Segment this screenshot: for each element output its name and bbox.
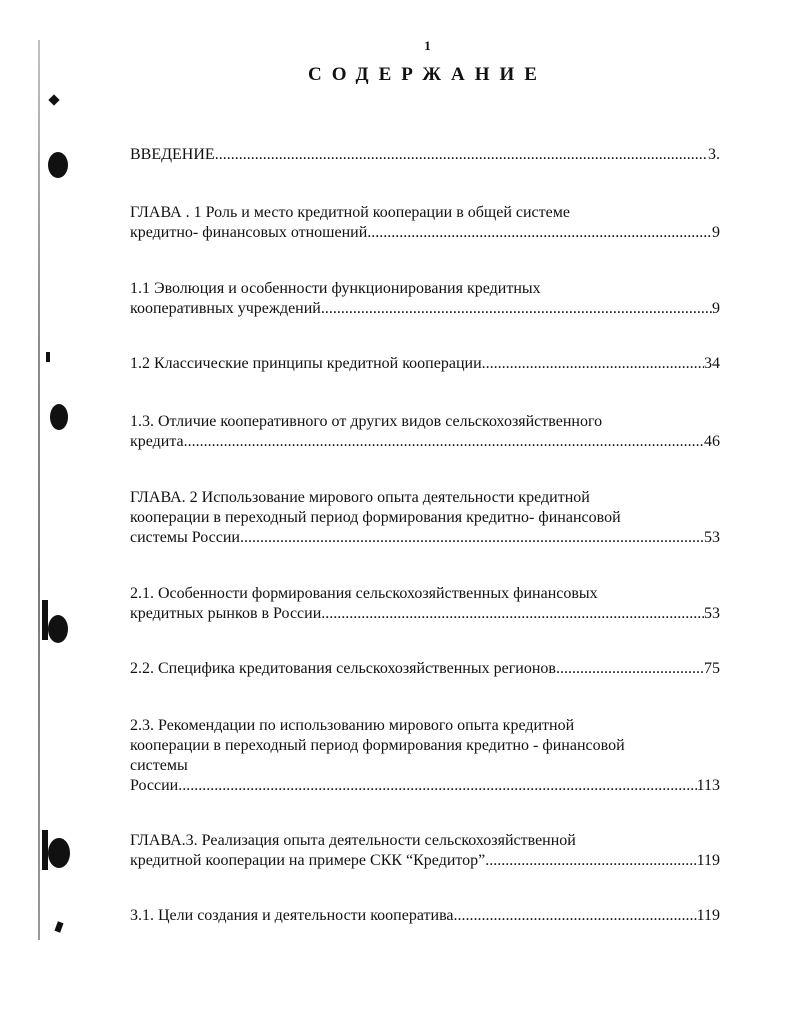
toc-entry-title: ГЛАВА.3. Реализация опыта деятельности сельскохозяйственной	[130, 832, 576, 849]
toc-entry-chapter-1	[130, 203, 720, 243]
binding-edge	[38, 40, 40, 940]
toc-entry-section-1-2	[130, 354, 720, 374]
toc-page-number: 53	[704, 605, 720, 622]
toc-line	[130, 604, 720, 624]
leader-dots	[485, 851, 696, 871]
toc-line	[130, 851, 720, 871]
toc-page-number: 53	[704, 529, 720, 546]
punch-hole	[48, 838, 70, 868]
leader-dots	[178, 776, 696, 796]
toc-line	[130, 299, 720, 319]
toc-entry-title: 1.3. Отличие кооперативного от других видов сельскохозяйственного	[130, 413, 603, 430]
leader-dots	[454, 906, 697, 926]
toc-entry-title-cont: кооперации в переходный период формирования кредитно- финансовой	[130, 509, 621, 526]
toc-entry-title-cont: кредита	[130, 433, 184, 450]
toc-page-number: 3.	[708, 146, 720, 163]
toc-line	[130, 659, 720, 679]
toc-entry-introduction	[130, 145, 720, 165]
leader-dots	[240, 528, 704, 548]
toc-entry-section-2-1	[130, 584, 720, 624]
scan-mark	[46, 352, 50, 362]
toc-entry-title-cont: кредитных рынков в России	[130, 605, 322, 622]
toc-page-number: 75	[704, 660, 720, 677]
punch-hole	[48, 615, 68, 643]
scan-mark	[54, 921, 63, 932]
leader-dots	[321, 604, 704, 624]
leader-dots	[367, 223, 712, 243]
toc-page-number: 119	[696, 907, 720, 924]
toc-entry-section-2-3	[130, 716, 720, 796]
toc-page-number: 113	[696, 777, 720, 794]
toc-line	[130, 354, 720, 374]
toc-entry-title: 1.2 Классические принципы кредитной кооперации	[130, 355, 482, 372]
leader-dots	[321, 299, 712, 319]
toc-page-number: 46	[704, 433, 720, 450]
leader-dots	[184, 432, 704, 452]
toc-page-number: 9	[712, 300, 720, 317]
toc-page-number: 9	[712, 224, 720, 241]
toc-line	[130, 528, 720, 548]
punch-hole	[48, 152, 68, 178]
toc-page-number: 34	[704, 355, 720, 372]
toc-line	[130, 432, 720, 452]
toc-entry-title-cont: России	[130, 777, 179, 794]
toc-entry-title-cont: системы России	[130, 529, 240, 546]
toc-entry-section-1-1	[130, 279, 720, 319]
toc-entry-title: ВВЕДЕНИЕ	[130, 146, 215, 163]
toc-entry-title: 3.1. Цели создания и деятельности кооператива	[130, 907, 454, 924]
toc-entry-title: 1.1 Эволюция и особенности функционирования кредитных	[130, 280, 541, 297]
toc-line	[130, 776, 720, 796]
toc-line	[130, 223, 720, 243]
toc-entry-chapter-3	[130, 831, 720, 871]
toc-entry-chapter-2	[130, 488, 720, 548]
scan-mark	[42, 830, 48, 870]
toc-entry-title-cont: кредитно- финансовых отношений	[130, 224, 368, 241]
toc-entry-title: ГЛАВА. 2 Использование мирового опыта деятельности кредитной	[130, 489, 590, 506]
page-number: 1	[424, 38, 431, 53]
punch-hole	[50, 404, 68, 430]
toc-entry-section-3-1	[130, 906, 720, 926]
scan-mark	[48, 94, 59, 105]
scan-mark	[42, 600, 48, 640]
toc-entry-title: ГЛАВА . 1 Роль и место кредитной кооперации в общей системе	[130, 204, 570, 221]
toc-entry-title-cont: системы	[130, 757, 188, 774]
page-title: СОДЕРЖАНИЕ	[308, 64, 547, 85]
toc-entry-title: 2.1. Особенности формирования сельскохозяйственных финансовых	[130, 585, 598, 602]
toc-entry-section-1-3	[130, 412, 720, 452]
leader-dots	[482, 354, 704, 374]
toc-line	[130, 145, 720, 165]
leader-dots	[215, 145, 708, 165]
toc-entry-title-cont: кредитной кооперации на примере СКК “Кредитор”	[130, 852, 486, 869]
toc-entry-title-cont: кооперативных учреждений	[130, 300, 321, 317]
leader-dots	[556, 659, 704, 679]
toc-entry-title-cont: кооперации в переходный период формирования кредитно - финансовой	[130, 737, 625, 754]
toc-entry-section-2-2	[130, 659, 720, 679]
toc-line	[130, 906, 720, 926]
toc-page-number: 119	[696, 852, 720, 869]
toc-entry-title: 2.3. Рекомендации по использованию мирового опыта кредитной	[130, 717, 575, 734]
toc-entry-title: 2.2. Специфика кредитования сельскохозяйственных регионов	[130, 660, 556, 677]
